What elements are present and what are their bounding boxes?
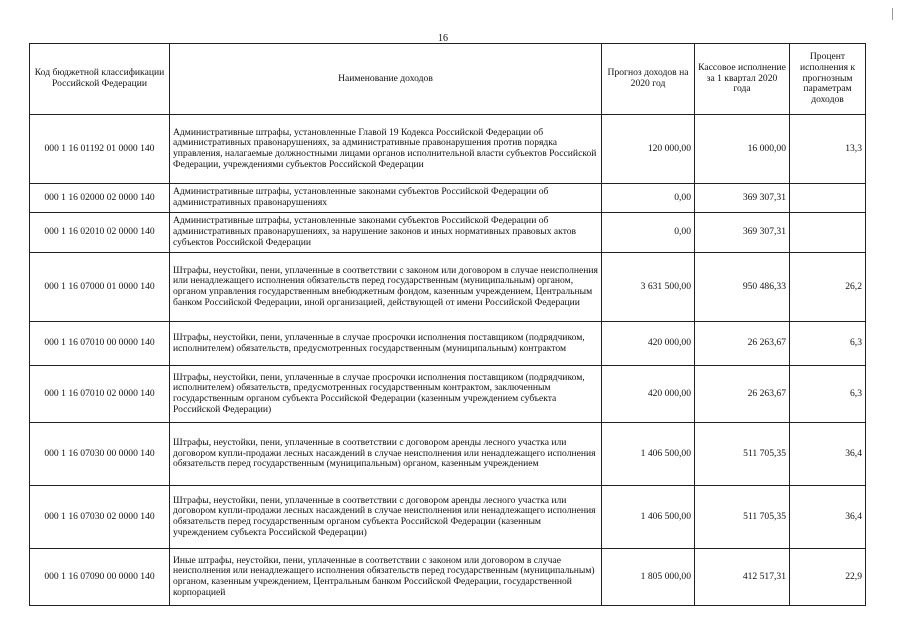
table-row [30,322,866,366]
revenue-name-cell: Административные штрафы, установленные законами субъектов Российской Федерации об административных правонарушениях, за нарушение законов и иных нормативных правовых актов субъектов Российской Федерации [170,213,602,253]
forecast-cell: 420 000,00 [602,322,695,366]
executed-cell: 16 000,00 [695,115,790,184]
table-row [30,423,866,486]
header-budget-code: Код бюджетной классификации Российской Федерации [30,44,170,115]
revenue-table [29,43,866,606]
header-revenue-name: Наименование доходов [170,44,602,115]
header-forecast: Прогноз доходов на 2020 год [602,44,695,115]
budget-code-cell: 000 1 16 02010 02 0000 140 [30,213,170,253]
forecast-cell: 1 805 000,00 [602,549,695,606]
percent-cell: 36,4 [790,486,866,549]
percent-cell [790,213,866,253]
forecast-cell: 420 000,00 [602,366,695,423]
forecast-cell: 0,00 [602,184,695,213]
percent-cell: 13,3 [790,115,866,184]
budget-code-cell: 000 1 16 07010 00 0000 140 [30,322,170,366]
budget-code-cell: 000 1 16 01192 01 0000 140 [30,115,170,184]
percent-cell [790,184,866,213]
scan-edge-mark [892,8,893,20]
budget-code-cell: 000 1 16 07030 02 0000 140 [30,486,170,549]
percent-cell: 22,9 [790,549,866,606]
percent-cell: 6,3 [790,366,866,423]
revenue-name-cell: Штрафы, неустойки, пени, уплаченные в соответствии с законом или договором в случае неисполнения или ненадлежащего исполнения обязательств перед государственным (муниципальным) органом, органом управления государственным внебюджетным фондом, казенным учреждением, Центральным банком Российской Федерации, иной организацией, действующей от имени Российской Федерации [170,253,602,322]
percent-cell: 26,2 [790,253,866,322]
executed-cell: 26 263,67 [695,366,790,423]
revenue-name-cell: Штрафы, неустойки, пени, уплаченные в соответствии с договором аренды лесного участка или договором купли-продажи лесных насаждений в случае неисполнения или ненадлежащего исполнения обязательств перед государственным органом субъекта Российской Федерации (казенным учреждением субъекта Российской Федерации) [170,486,602,549]
forecast-cell: 3 631 500,00 [602,253,695,322]
executed-cell: 369 307,31 [695,184,790,213]
percent-cell: 36,4 [790,423,866,486]
forecast-cell: 0,00 [602,213,695,253]
executed-cell: 950 486,33 [695,253,790,322]
table-row [30,213,866,253]
executed-cell: 511 705,35 [695,486,790,549]
table-row [30,184,866,213]
budget-code-cell: 000 1 16 07090 00 0000 140 [30,549,170,606]
executed-cell: 511 705,35 [695,423,790,486]
revenue-name-cell: Штрафы, неустойки, пени, уплаченные в случае просрочки исполнения поставщиком (подрядчиком, исполнителем) обязательств, предусмотренных государственным (муниципальным) контрактом [170,322,602,366]
revenue-name-cell: Штрафы, неустойки, пени, уплаченные в случае просрочки исполнения поставщиком (подрядчиком, исполнителем) обязательств, предусмотренных государственным контрактом, заключенным государственным органом субъекта Российской Федерации (казенным учреждением субъекта Российской Федерации) [170,366,602,423]
forecast-cell: 1 406 500,00 [602,423,695,486]
revenue-name-cell: Штрафы, неустойки, пени, уплаченные в соответствии с договором аренды лесного участка или договором купли-продажи лесных насаждений в случае неисполнения или ненадлежащего исполнения обязательств перед государственным (муниципальным) органом, казенным учреждением [170,423,602,486]
budget-code-cell: 000 1 16 07030 00 0000 140 [30,423,170,486]
executed-cell: 26 263,67 [695,322,790,366]
header-cash-execution: Кассовое исполнение за 1 квартал 2020 года [695,44,790,115]
percent-cell: 6,3 [790,322,866,366]
table-header-row [30,44,866,115]
revenue-name-cell: Административные штрафы, установленные Главой 19 Кодекса Российской Федерации об административных правонарушениях, за административные правонарушения против порядка управления, налагаемые должностными лицами органов исполнительной власти субъектов Российской Федерации, учреждениями субъектов Российской Федерации [170,115,602,184]
header-execution-percent: Процент исполнения к прогнозным параметрам доходов [790,44,866,115]
table-row [30,115,866,184]
forecast-cell: 120 000,00 [602,115,695,184]
forecast-cell: 1 406 500,00 [602,486,695,549]
table-row [30,253,866,322]
table-row [30,366,866,423]
executed-cell: 412 517,31 [695,549,790,606]
table-row [30,549,866,606]
executed-cell: 369 307,31 [695,213,790,253]
budget-code-cell: 000 1 16 02000 02 0000 140 [30,184,170,213]
revenue-name-cell: Административные штрафы, установленные законами субъектов Российской Федерации об административных правонарушениях [170,184,602,213]
budget-code-cell: 000 1 16 07000 01 0000 140 [30,253,170,322]
page-number: 16 [438,33,448,44]
budget-code-cell: 000 1 16 07010 02 0000 140 [30,366,170,423]
table-row [30,486,866,549]
revenue-name-cell: Иные штрафы, неустойки, пени, уплаченные в соответствии с законом или договором в случае неисполнения или ненадлежащего исполнения обязательств перед государственным (муниципальным) органом, казенным учреждением, Центральным банком Российской Федерации, государственной корпорацией [170,549,602,606]
